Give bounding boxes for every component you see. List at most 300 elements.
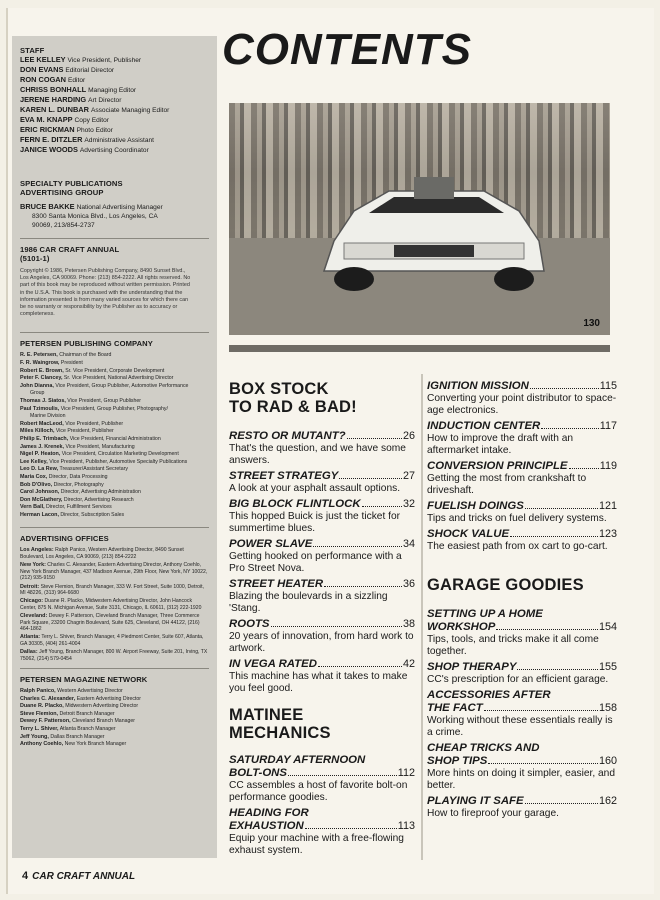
masthead-column	[12, 36, 217, 858]
toc-entry-title: SHOP THERAPY	[427, 661, 517, 673]
toc-entry	[229, 430, 415, 467]
network-role: Cleveland Branch Manager	[72, 718, 135, 725]
leader-dots	[288, 775, 397, 776]
network-entry	[20, 726, 209, 734]
leader-dots	[313, 546, 402, 547]
staff-entry	[20, 135, 209, 145]
leader-dots	[488, 763, 598, 764]
toc-entry-heading	[229, 498, 415, 511]
leader-dots	[510, 536, 598, 537]
office-entry	[20, 634, 209, 647]
staff-role: Vice President, Publisher	[67, 57, 142, 64]
toc-entry-heading	[229, 767, 415, 780]
executive-name: Miles Killoch,	[20, 428, 55, 435]
office-city: Detroit:	[20, 583, 40, 590]
leader-dots	[305, 828, 397, 829]
toc-entry-description: Tips and tricks on fuel delivery systems.	[427, 513, 607, 524]
executive-name: James J. Krenek,	[20, 443, 65, 450]
staff-name: EVA M. KNAPP	[20, 115, 73, 124]
divider	[20, 668, 209, 669]
executive-role: Vice President, Group Publisher, Automotive Performance	[55, 382, 189, 389]
toc-entry-description: More hints on doing it simpler, easier, and better.	[427, 768, 616, 791]
toc-entry	[229, 658, 415, 695]
toc-entry	[427, 795, 617, 820]
toc-entry-description: Equip your machine with a free-flowing exhaust system.	[229, 833, 404, 856]
staff-role: Administrative Assistant	[84, 137, 155, 144]
leader-dots	[525, 508, 598, 509]
toc-entry-heading	[427, 661, 617, 674]
toc-entry	[427, 500, 617, 525]
executive-role: Director, Advertising Research	[63, 496, 134, 503]
toc-entry	[427, 460, 617, 497]
staff-heading: STAFF	[20, 46, 45, 55]
toc-entry-heading	[229, 470, 415, 483]
office-text: Steve Flemion, Branch Manager, 333 W. Fort Street, Suite 1000, Detroit, MI 48226, (313) 964-6680	[20, 583, 204, 596]
network-name: Dewey F. Patterson,	[20, 718, 71, 725]
spacer	[427, 594, 617, 608]
leader-dots	[517, 669, 598, 670]
toc-entry	[427, 608, 617, 658]
staff-name: FERN E. DITZLER	[20, 135, 83, 144]
executive-role: Vice President, Publisher, Automotive Specialty Publications	[49, 458, 188, 465]
executive-name: F. R. Waingrow,	[20, 360, 60, 367]
toc-page-number: 32	[402, 498, 415, 510]
network-role: Dallas Branch Manager	[50, 733, 105, 740]
spacer	[229, 416, 415, 430]
toc-entry-description: A look at your asphalt assault options.	[229, 483, 401, 494]
executive-entry	[20, 497, 209, 505]
executive-name: Thomas J. Siatos,	[20, 397, 66, 404]
executive-entry	[20, 444, 209, 452]
toc-entry-heading	[427, 500, 617, 513]
office-list	[20, 547, 209, 662]
toc-entry-heading	[229, 658, 415, 671]
executive-entry	[20, 489, 209, 497]
advertising-offices-heading: ADVERTISING OFFICES	[20, 534, 109, 544]
toc-entry-heading	[427, 380, 617, 393]
leader-dots	[318, 666, 402, 667]
section-heading: MECHANICS	[229, 724, 331, 742]
toc-entry-title: WORKSHOP	[427, 621, 496, 633]
staff-name: CHRISS BONHALL	[20, 85, 87, 94]
executive-name: Peter F. Clancey,	[20, 375, 63, 382]
toc-entry-description: How to fireproof your garage.	[427, 808, 559, 819]
toc-entry-description: This machine has what it takes to make you feel good.	[229, 671, 408, 694]
contents-left-column	[229, 380, 415, 860]
executive-name: Don McGlathery,	[20, 496, 63, 503]
toc-entry-heading	[427, 702, 617, 715]
staff-role: Photo Editor	[76, 127, 113, 134]
toc-entry	[229, 807, 415, 857]
executive-entry	[20, 466, 209, 474]
staff-role: Editorial Director	[65, 67, 115, 74]
divider	[20, 238, 209, 239]
executive-name: John Dianna,	[20, 382, 54, 389]
office-entry	[20, 598, 209, 611]
office-entry	[20, 613, 209, 632]
section-rule	[229, 345, 610, 352]
network-entry	[20, 703, 209, 711]
toc-entry	[427, 380, 617, 417]
spg-role: National Advertising Manager	[76, 204, 163, 211]
executive-entry	[20, 375, 209, 383]
column-divider	[421, 374, 423, 860]
toc-entry-heading	[427, 755, 617, 768]
executive-entry	[20, 352, 209, 360]
toc-entry-description: CC's prescription for an efficient garage.	[427, 674, 609, 685]
contents-right-column	[427, 380, 617, 823]
network-name: Duane R. Placko,	[20, 703, 64, 710]
staff-entry	[20, 75, 209, 85]
executive-role: Director, Subscription Sales	[60, 511, 125, 518]
staff-entry	[20, 125, 209, 135]
copyright-line: Copyright © 1986, Petersen Publishing Company, 8490 Sunset Blvd.,	[20, 268, 186, 274]
toc-entry	[427, 689, 617, 739]
executive-name: Philip E. Trimbach,	[20, 435, 69, 442]
staff-name: ERIC RICKMAN	[20, 125, 75, 134]
network-entry	[20, 718, 209, 726]
toc-page-number: 34	[402, 538, 415, 550]
copyright-line: part of this book may be reproduced without written permission. Printed	[20, 282, 190, 289]
executive-name: Leo D. La Rew,	[20, 466, 59, 473]
toc-page-number: 160	[598, 755, 617, 767]
copyright-line: completeness.	[20, 311, 55, 318]
toc-page-number: 162	[598, 795, 617, 807]
office-text: Terry L. Shiver, Branch Manager, 4 Piedmont Center, Suite 607, Atlanta, GA 30305, (404) 261-4004	[20, 634, 204, 647]
toc-entry-heading	[427, 621, 617, 634]
toc-entry-title: FUELISH DOINGS	[427, 500, 524, 512]
staff-name: RON COGAN	[20, 75, 66, 84]
executive-role: Group	[30, 390, 45, 397]
toc-page-number: 26	[402, 430, 415, 442]
staff-name: JERENE HARDING	[20, 95, 87, 104]
toc-entry-title-line: ACCESSORIES AFTER	[427, 689, 551, 701]
network-role: New York Branch Manager	[64, 741, 127, 748]
office-text: Dewey F. Patterson, Cleveland Branch Manager, Three Commerce Park Square, 23200 Chagrin Boulevard, Suite 625, Cleveland, OH 44122, (216) 464-1862	[20, 613, 200, 632]
executive-role: Vice President, Circulation Marketing Development	[61, 451, 179, 458]
page-title: CONTENTS	[222, 25, 472, 74]
office-city: Los Angeles:	[20, 547, 54, 554]
network-role: Western Advertising Director	[57, 687, 123, 694]
spacer	[229, 742, 415, 754]
executive-role: Vice President, Group Publisher, Photography/	[60, 405, 168, 412]
toc-entry-title-line: CHEAP TRICKS AND	[427, 742, 540, 754]
leader-dots	[530, 388, 599, 389]
car-illustration	[314, 171, 554, 301]
office-city: Chicago:	[20, 598, 44, 605]
executive-role: Treasurer/Assistant Secretary	[59, 466, 128, 473]
toc-entry-heading	[229, 538, 415, 551]
executive-entry	[20, 428, 209, 436]
leader-dots	[271, 626, 402, 627]
staff-role: Editor	[67, 77, 86, 84]
toc-entry-description: Working without these essentials really is a crime.	[427, 715, 613, 738]
staff-entry	[20, 95, 209, 105]
executive-name: Paul Tzimoulis,	[20, 405, 60, 412]
office-city: Dallas:	[20, 649, 38, 656]
executive-role: President	[60, 360, 83, 367]
executive-role: Vice President, Group Publisher	[67, 397, 142, 404]
leader-dots	[541, 428, 599, 429]
staff-entry	[20, 55, 209, 65]
executive-role: Vice President, Financial Administration	[69, 435, 161, 442]
spg-contact	[20, 202, 209, 212]
network-name: Anthony Coehlo,	[20, 741, 64, 748]
toc-entry-description: That's the question, and we have some answers.	[229, 443, 406, 466]
toc-entry	[229, 618, 415, 655]
spg-address-1: 8300 Santa Monica Blvd., Los Angeles, CA	[32, 213, 158, 220]
toc-page-number: 112	[397, 767, 415, 779]
executive-entry	[20, 504, 209, 512]
toc-page-number: 36	[402, 578, 415, 590]
office-text: Duane R. Placko, Midwestern Advertising Director, John Hancock Center, 875 N. Michigan Avenue, Suite 3131, Chicago, IL 60611, (312) 222-1920	[20, 598, 202, 611]
executive-name: Lee Kelley,	[20, 458, 48, 465]
leader-dots	[525, 803, 598, 804]
staff-role: Managing Editor	[88, 87, 137, 94]
leader-dots	[484, 710, 598, 711]
executive-entry	[20, 482, 209, 490]
toc-entry	[427, 420, 617, 457]
staff-name: DON EVANS	[20, 65, 64, 74]
toc-page-number: 27	[402, 470, 415, 482]
toc-entry-title: SHOP TIPS	[427, 755, 488, 767]
toc-page-number: 38	[402, 618, 415, 630]
executive-role: Sr. Vice President, Corporate Development	[65, 367, 165, 374]
spg-address-2: 90069, 213/854-2737	[32, 222, 95, 229]
toc-entry-title: POWER SLAVE	[229, 538, 313, 550]
executive-name: Carol Johnson,	[20, 489, 60, 496]
staff-entry	[20, 105, 209, 115]
executive-entry	[20, 474, 209, 482]
annual-code: (5101-1)	[20, 254, 50, 263]
toc-entry-title: ROOTS	[229, 618, 270, 630]
magazine-name: CAR CRAFT ANNUAL	[32, 871, 136, 882]
toc-entry-title: BOLT-ONS	[229, 767, 288, 779]
spacer	[229, 698, 415, 706]
leader-dots	[362, 506, 402, 507]
toc-entry-title: INDUCTION CENTER	[427, 420, 541, 432]
executive-role: Director, Photography	[53, 481, 104, 488]
toc-entry-description: Tips, tools, and tricks make it all come together.	[427, 634, 599, 657]
staff-name: JANICE WOODS	[20, 145, 78, 154]
toc-entry	[427, 528, 617, 553]
page-number: 4	[22, 870, 29, 882]
cover-photo	[229, 103, 610, 335]
network-name: Terry L. Shiver,	[20, 725, 59, 732]
toc-entry	[427, 742, 617, 792]
toc-entry-title: THE FACT	[427, 702, 483, 714]
executive-name: Maria Cox,	[20, 473, 48, 480]
executive-entry	[20, 390, 209, 398]
executive-role: Director, Advertising Administration	[60, 489, 141, 496]
toc-entry-description: The easiest path from ox cart to go-cart.	[427, 541, 608, 552]
toc-entry	[229, 498, 415, 535]
executive-entry	[20, 413, 209, 421]
executive-entry	[20, 451, 209, 459]
copyright-line: be no warranty or responsibility by the Publisher as to accuracy or	[20, 304, 178, 311]
section-heading: BOX STOCK	[229, 380, 329, 398]
office-entry	[20, 649, 209, 662]
office-text: Ralph Panico, Western Advertising Director, 8490 Sunset Boulevard, Los Angeles, CA 90069, (213) 854-2222	[20, 547, 184, 560]
executive-name: Nigel P. Heaton,	[20, 451, 61, 458]
executive-entry	[20, 436, 209, 444]
section-heading: MATINEE	[229, 706, 304, 724]
staff-name: LEE KELLEY	[20, 55, 66, 64]
copyright-line: information presented is from many varied sources for which there can	[20, 296, 189, 303]
toc-entry-title: STREET HEATER	[229, 578, 324, 590]
leader-dots	[569, 468, 599, 469]
leader-dots	[339, 478, 402, 479]
executive-role: Sr. Vice President, National Advertising Director	[63, 375, 174, 382]
toc-entry-description: 20 years of innovation, from hard work to artwork.	[229, 631, 414, 654]
office-city: Cleveland:	[20, 613, 48, 620]
executive-role: Chairman of the Board	[59, 352, 112, 359]
ppc-list	[20, 352, 209, 519]
executive-entry	[20, 360, 209, 368]
toc-entry-title: PLAYING IT SAFE	[427, 795, 524, 807]
office-city: Atlanta:	[20, 634, 41, 641]
toc-entry	[229, 538, 415, 575]
office-city: New York:	[20, 562, 46, 569]
executive-entry	[20, 421, 209, 429]
network-role: Detroit Branch Manager	[59, 710, 115, 717]
toc-entry-heading	[229, 430, 415, 443]
executive-entry	[20, 512, 209, 520]
copyright-line: in the U.S.A. This book is purchased with the understanding that the	[20, 289, 183, 296]
toc-entry-heading	[427, 420, 617, 433]
spg-heading-1: SPECIALTY PUBLICATIONS	[20, 179, 123, 188]
section-heading: TO RAD & BAD!	[229, 398, 357, 416]
network-name: Steve Flemion,	[20, 710, 59, 717]
toc-entry-title-line: SETTING UP A HOME	[427, 608, 543, 620]
network-entry	[20, 688, 209, 696]
toc-page-number: 121	[598, 500, 617, 512]
staff-entry	[20, 85, 209, 95]
annual-heading: 1986 CAR CRAFT ANNUAL	[20, 245, 120, 254]
executive-role: Vice President, Publisher	[65, 420, 124, 427]
network-role: Midwestern Advertising Director	[65, 703, 139, 710]
staff-entry	[20, 145, 209, 155]
network-entry	[20, 711, 209, 719]
staff-role: Associate Managing Editor	[90, 107, 170, 114]
network-role: Atlanta Branch Manager	[59, 725, 116, 732]
toc-entry-title: STREET STRATEGY	[229, 470, 339, 482]
toc-entry-heading	[229, 578, 415, 591]
staff-role: Copy Editor	[74, 117, 109, 124]
toc-entry-title: BIG BLOCK FLINTLOCK	[229, 498, 361, 510]
toc-entry-heading	[229, 820, 415, 833]
spg-heading-2: ADVERTISING GROUP	[20, 188, 104, 197]
network-heading: PETERSEN MAGAZINE NETWORK	[20, 674, 148, 684]
staff-entry	[20, 115, 209, 125]
toc-entry-title-line: SATURDAY AFTERNOON	[229, 754, 366, 766]
toc-entry-title: CONVERSION PRINCIPLE	[427, 460, 568, 472]
spacer	[427, 556, 617, 576]
toc-entry-description: CC assembles a host of favorite bolt-on performance goodies.	[229, 780, 408, 803]
executive-role: Vice President, Publisher	[55, 428, 114, 435]
network-role: Eastern Advertising Director	[76, 695, 141, 702]
executive-entry	[20, 459, 209, 467]
staff-entry	[20, 65, 209, 75]
toc-entry	[427, 661, 617, 686]
toc-entry-title: RESTO OR MUTANT?	[229, 430, 346, 442]
staff-list	[20, 55, 209, 155]
toc-entry-title: IN VEGA RATED	[229, 658, 317, 670]
executive-role: Director, Data Processing	[48, 473, 108, 480]
office-entry	[20, 562, 209, 581]
toc-page-number: 115	[599, 380, 617, 392]
toc-entry-description: How to improve the draft with an aftermarket intake.	[427, 433, 574, 456]
office-text: Charles C. Alexander, Eastern Advertising Director, Anthony Coehlo, New York Branch Manager, 437 Madison Avenue, 29th Floor, New York, NY 10022, (212) 935-9150	[20, 562, 208, 582]
ppc-heading: PETERSEN PUBLISHING COMPANY	[20, 339, 153, 349]
toc-entry-heading	[427, 460, 617, 473]
toc-entry-description: Converting your point distributor to space-age electronics.	[427, 393, 617, 416]
executive-role: Vice President, Manufacturing	[65, 443, 135, 450]
executive-name: Robert MacLeod,	[20, 420, 64, 427]
network-list	[20, 688, 209, 749]
divider	[20, 332, 209, 333]
toc-page-number: 117	[599, 420, 617, 432]
leader-dots	[347, 438, 402, 439]
executive-entry	[20, 368, 209, 376]
executive-name: Robert E. Brown,	[20, 367, 64, 374]
toc-page-number: 119	[599, 460, 617, 472]
network-name: Ralph Panico,	[20, 687, 56, 694]
toc-entry	[229, 470, 415, 495]
office-text: Jeff Young, Branch Manager, 800 W. Airport Freeway, Suite 201, Irving, TX 75062, (214) 579-0454	[20, 649, 208, 662]
network-name: Jeff Young,	[20, 733, 49, 740]
office-entry	[20, 584, 209, 597]
toc-page-number: 155	[598, 661, 617, 673]
toc-entry-heading	[427, 795, 617, 808]
toc-entry	[229, 578, 415, 615]
toc-page-number: 123	[598, 528, 617, 540]
toc-page-number: 154	[598, 621, 617, 633]
network-entry	[20, 734, 209, 742]
page-footer	[22, 870, 135, 882]
staff-role: Art Director	[88, 97, 122, 104]
toc-entry-title: IGNITION MISSION	[427, 380, 529, 392]
photo-caption: 130	[583, 318, 600, 329]
staff-role: Advertising Coordinator	[79, 147, 149, 154]
toc-entry-title: SHOCK VALUE	[427, 528, 510, 540]
executive-entry	[20, 383, 209, 391]
toc-page-number: 158	[598, 702, 617, 714]
executive-name: Bob D'Olivo,	[20, 481, 53, 488]
toc-entry-title-line: HEADING FOR	[229, 807, 309, 819]
toc-entry-description: This hopped Buick is just the ticket for summertime blues.	[229, 511, 401, 534]
office-entry	[20, 547, 209, 560]
toc-entry-description: Blazing the boulevards in a sizzling 'Stang.	[229, 591, 388, 614]
executive-role: Director, Fulfillment Services	[46, 504, 112, 511]
copyright-line: Los Angeles, CA 90069. Phone: (213) 854-2222. All rights reserved. No	[20, 275, 191, 282]
leader-dots	[324, 586, 402, 587]
toc-entry-title: EXHAUSTION	[229, 820, 304, 832]
leader-dots	[496, 629, 598, 630]
toc-page-number: 113	[397, 820, 415, 832]
executive-name: Vern Ball,	[20, 504, 45, 511]
section-heading: GARAGE GOODIES	[427, 576, 584, 594]
executive-name: R. E. Petersen,	[20, 352, 58, 359]
staff-name: KAREN L. DUNBAR	[20, 105, 89, 114]
network-entry	[20, 696, 209, 704]
executive-role: Marine Division	[30, 413, 66, 420]
toc-entry-heading	[229, 618, 415, 631]
toc-entry-heading	[427, 528, 617, 541]
toc-page-number: 42	[402, 658, 415, 670]
network-entry	[20, 741, 209, 749]
toc-entry	[229, 754, 415, 804]
